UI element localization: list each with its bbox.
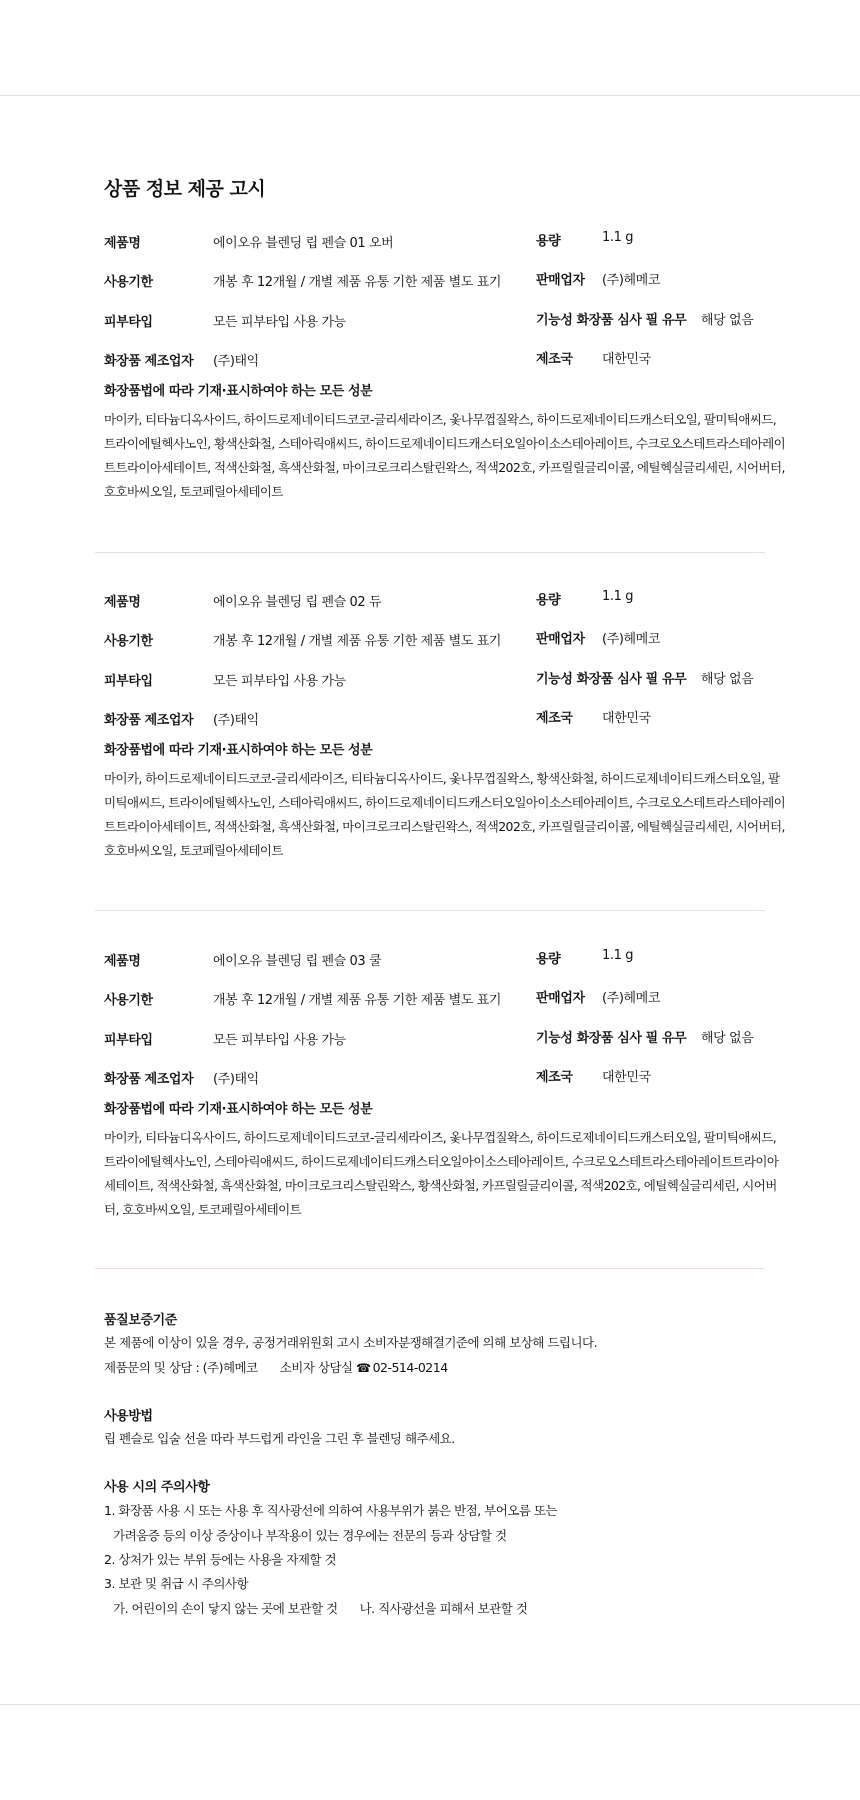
volume-value: 1.1 g [602,948,634,963]
manufacturer-value: (주)태익 [213,713,259,728]
usage-text: 립 펜슬로 입술 선을 따라 부드럽게 라인을 그린 후 블렌딩 해주세요. [104,1431,455,1446]
expiry-value: 개봉 후 12개월 / 개별 제품 유통 기한 제품 별도 표기 [213,993,502,1008]
top-divider [0,95,860,96]
usage-heading: 사용방법 [104,1409,153,1424]
section-divider [95,552,765,553]
quality-text: 본 제품에 이상이 있을 경우, 공정거래위원회 고시 소비자분쟁해결기준에 의해 보상해 드립니다. [104,1335,598,1350]
ingredients-heading: 화장품법에 따라 기재·표시하여야 하는 모든 성분 [104,384,373,399]
volume-value: 1.1 g [602,589,634,604]
volume-label: 용량 [536,234,561,249]
caution-item: 2. 상처가 있는 부위 등에는 사용을 자제할 것 [104,1552,337,1567]
seller-label: 판매업자 [536,991,585,1006]
contact-prefix: 제품문의 및 상담 : (주)헤메코 [104,1360,258,1375]
expiry-label: 사용기한 [104,634,153,649]
manufacturer-label: 화장품 제조업자 [104,1072,194,1087]
manufacturer-label: 화장품 제조업자 [104,713,194,728]
product-name-label: 제품명 [104,236,141,251]
country-label: 제조국 [536,711,573,726]
seller-value: (주)헤메코 [602,632,660,647]
skin-type-value: 모든 피부타입 사용 가능 [213,1033,346,1048]
country-value: 대한민국 [602,711,651,726]
seller-label: 판매업자 [536,273,585,288]
seller-label: 판매업자 [536,632,585,647]
center-label: 소비자 상담실 [279,1360,353,1375]
ingredients-text: 마이카, 하이드로제네이티드코코-글리세라이즈, 티타늄디옥사이드, 옻나무껍질왁스, 황색산화철, 하이드로제네이티드캐스터오일, 팔미틱애씨드, 트라이에틸헥사노인, 스테아릭애씨드, 하이드로제네이티드캐스터오일아이소스테아레이트, 수크로오스테트라스테아레이트트라이아세테이트, 적색산화철, 흑색산화철, 마이크로크리스탈린왁스, 적색202호, 카프릴릴글리이콜, 에틸헥실글리세린, 시어버터, 호호바씨오일, 토코페릴아세테이트 [104,771,786,858]
functional-value: 해당 없음 [701,672,754,687]
cautions-heading: 사용 시의 주의사항 [104,1480,210,1495]
caution-subitem-a: 가. 어린이의 손이 닿지 않는 곳에 보관할 것 [113,1601,338,1616]
contact-line [104,1358,448,1376]
functional-label: 기능성 화장품 심사 필 유무 [536,672,687,687]
expiry-label: 사용기한 [104,275,153,290]
caution-subitem-b: 나. 직사광선을 피해서 보관할 것 [359,1601,528,1616]
country-label: 제조국 [536,352,573,367]
skin-type-label: 피부타입 [104,1033,153,1048]
caution-item: 3. 보관 및 취급 시 주의사항 [104,1576,249,1591]
volume-label: 용량 [536,952,561,967]
product-info-block [104,591,794,891]
manufacturer-value: (주)태익 [213,354,259,369]
product-name-label: 제품명 [104,954,141,969]
quality-heading: 품질보증기준 [104,1313,177,1328]
country-label: 제조국 [536,1070,573,1085]
section-divider [95,910,765,911]
ingredients-text: 마이카, 티타늄디옥사이드, 하이드로제네이티드코코-글리세라이즈, 옻나무껍질왁스, 하이드로제네이티드캐스터오일, 팔미틱애씨드, 트라이에틸헥사노인, 스테아릭애씨드, 하이드로제네이티드캐스터오일아이소스테아레이트, 수크로오스테트라스테아레이트트라이아세테이트, 적색산화철, 흑색산화철, 마이크로크리스탈린왁스, 황색산화철, 카프릴릴글리이콜, 적색202호, 에틸헥실글리세린, 시어버터, 호호바씨오일, 토코페릴아세테이트 [104,1130,779,1217]
ingredients-text: 마이카, 티타늄디옥사이드, 하이드로제네이티드코코-글리세라이즈, 옻나무껍질왁스, 하이드로제네이티드캐스터오일, 팔미틱애씨드, 트라이에틸헥사노인, 황색산화철, 스테아릭애씨드, 하이드로제네이티드캐스터오일아이소스테아레이트, 수크로오스테트라스테아레이트트라이아세테이트, 적색산화철, 흑색산화철, 마이크로크리스탈린왁스, 적색202호, 카프릴릴글리이콜, 에틸헥실글리세린, 시어버터, 호호바씨오일, 토코페릴아세테이트 [104,412,786,499]
manufacturer-label: 화장품 제조업자 [104,354,194,369]
expiry-label: 사용기한 [104,993,153,1008]
skin-type-label: 피부타입 [104,315,153,330]
functional-label: 기능성 화장품 심사 필 유무 [536,1031,687,1046]
functional-value: 해당 없음 [701,313,754,328]
caution-item: 1. 화장품 사용 시 또는 사용 후 직사광선에 의하여 사용부위가 붉은 반점, 부어오름 또는 [104,1503,558,1518]
caution-item-continued: 가려움증 등의 이상 증상이나 부작용이 있는 경우에는 전문의 등과 상담할 것 [113,1528,507,1543]
seller-value: (주)헤메코 [602,273,660,288]
page-title: 상품 정보 제공 고시 [104,178,266,200]
phone-icon: ☎ [356,1361,371,1375]
product-name-value: 에이오유 블렌딩 립 펜슬 03 쿨 [213,954,382,969]
volume-label: 용량 [536,593,561,608]
ingredients-heading: 화장품법에 따라 기재·표시하여야 하는 모든 성분 [104,743,373,758]
functional-label: 기능성 화장품 심사 필 유무 [536,313,687,328]
product-info-block [104,232,794,532]
functional-value: 해당 없음 [701,1031,754,1046]
expiry-value: 개봉 후 12개월 / 개별 제품 유통 기한 제품 별도 표기 [213,634,502,649]
ingredients-heading: 화장품법에 따라 기재·표시하여야 하는 모든 성분 [104,1102,373,1117]
bottom-divider [0,1704,860,1705]
volume-value: 1.1 g [602,230,634,245]
skin-type-value: 모든 피부타입 사용 가능 [213,315,346,330]
country-value: 대한민국 [602,352,651,367]
product-info-block [104,950,794,1250]
product-name-label: 제품명 [104,595,141,610]
product-name-value: 에이오유 블렌딩 립 펜슬 01 오버 [213,236,394,251]
country-value: 대한민국 [602,1070,651,1085]
product-name-value: 에이오유 블렌딩 립 펜슬 02 듀 [213,595,382,610]
manufacturer-value: (주)태익 [213,1072,259,1087]
skin-type-label: 피부타입 [104,674,153,689]
seller-value: (주)헤메코 [602,991,660,1006]
caution-subitems [113,1599,527,1617]
expiry-value: 개봉 후 12개월 / 개별 제품 유통 기한 제품 별도 표기 [213,275,502,290]
phone-number: 02-514-0214 [372,1360,448,1375]
section-divider [95,1268,765,1269]
skin-type-value: 모든 피부타입 사용 가능 [213,674,346,689]
